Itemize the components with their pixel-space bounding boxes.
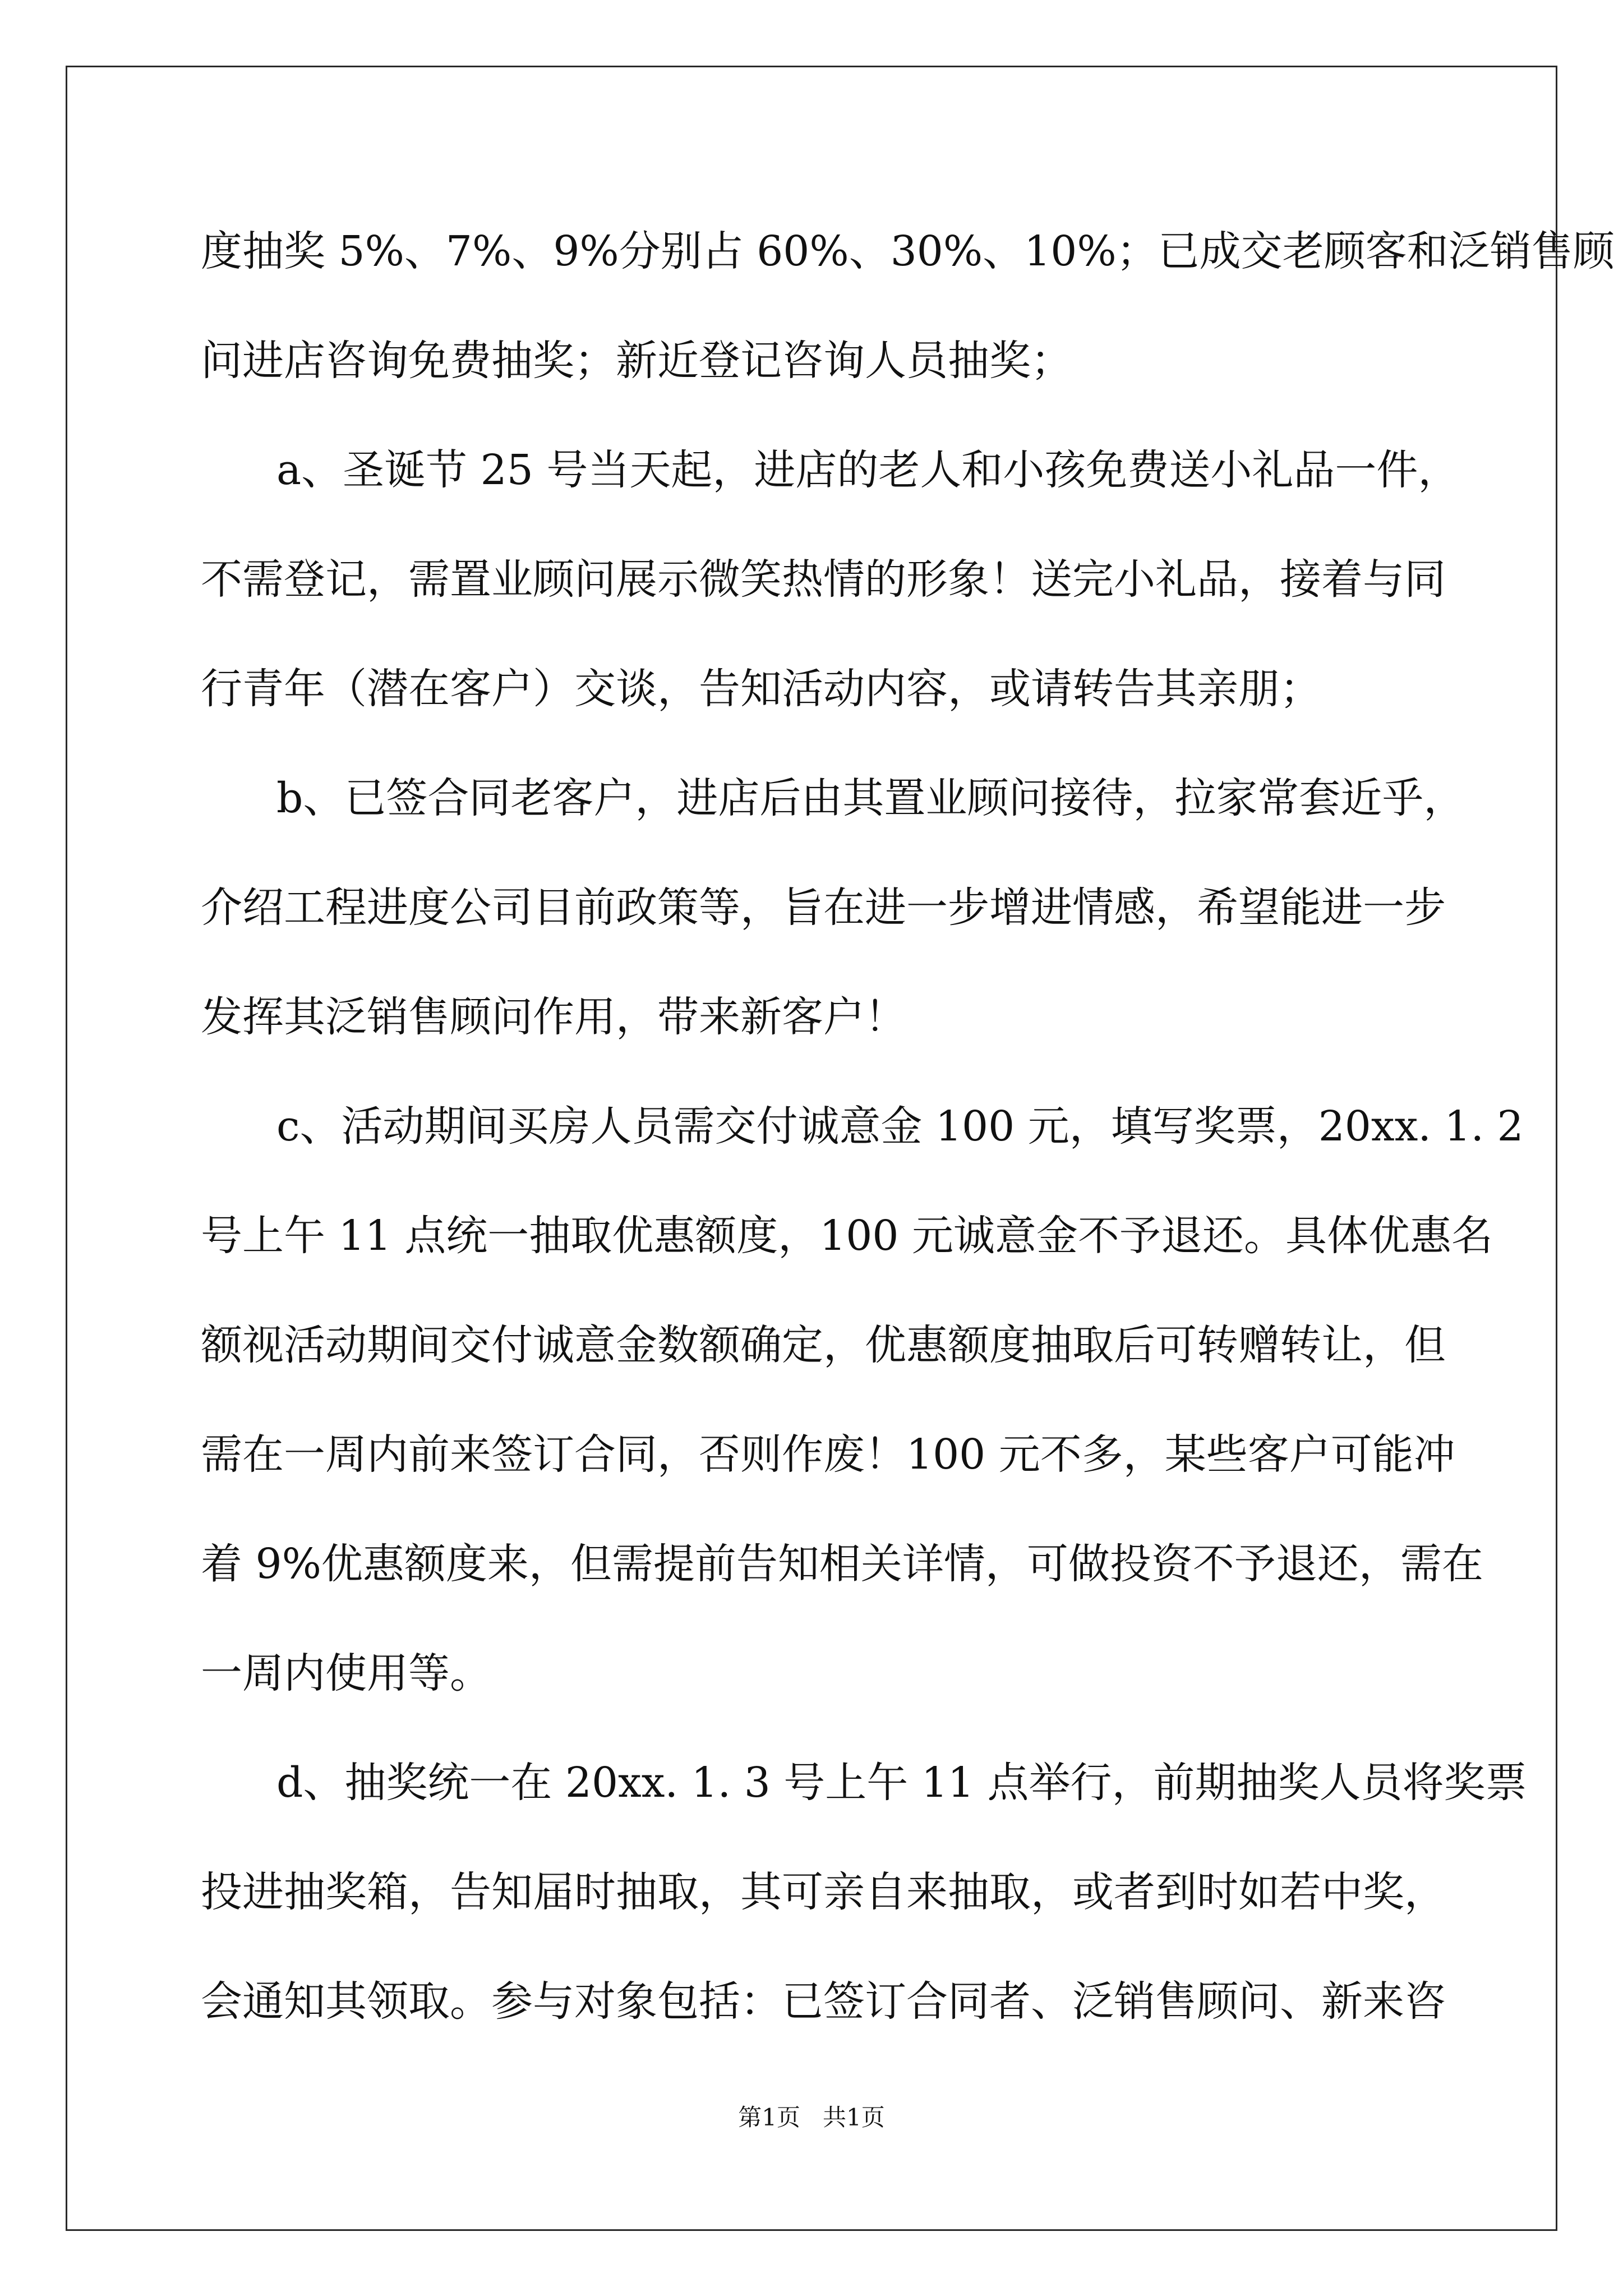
text-line-13: 着 9%优惠额度来，但需提前告知相关详情，可做投资不予退还，需在 — [201, 1540, 1483, 1588]
text-line-7: 介绍工程进度公司目前政策等，旨在进一步增进情感，希望能进一步 — [201, 884, 1446, 932]
text-line-1: 度抽奖 5%、7%、9%分别占 60%、30%、10%；已成交老顾客和泛销售顾 — [201, 227, 1615, 275]
text-line-4: 不需登记，需置业顾问展示微笑热情的形象！送完小礼品，接着与同 — [201, 555, 1446, 604]
text-line-8: 发挥其泛销售顾问作用，带来新客户！ — [201, 993, 906, 1041]
page-number-footer: 第1页 共1页 — [738, 2104, 885, 2131]
text-line-11: 额视活动期间交付诚意金数额确定，优惠额度抽取后可转赠转让，但 — [201, 1321, 1446, 1369]
text-line-10: 号上午 11 点统一抽取优惠额度，100 元诚意金不予退还。具体优惠名 — [201, 1212, 1493, 1260]
text-line-17: 会通知其领取。参与对象包括：已签订合同者、泛销售顾问、新来咨 — [201, 1977, 1446, 2026]
text-line-2: 问进店咨询免费抽奖；新近登记咨询人员抽奖； — [201, 337, 1072, 385]
text-line-12: 需在一周内前来签订合同，否则作废！100 元不多，某些客户可能冲 — [201, 1430, 1455, 1479]
text-line-16: 投进抽奖箱，告知届时抽取，其可亲自来抽取，或者到时如若中奖， — [201, 1868, 1446, 1916]
text-line-3: a、圣诞节 25 号当天起，进店的老人和小孩免费送小礼品一件， — [276, 446, 1460, 494]
text-line-6: b、已签合同老客户，进店后由其置业顾问接待，拉家常套近乎， — [276, 774, 1465, 822]
text-line-14: 一周内使用等。 — [201, 1649, 491, 1697]
text-line-9: c、活动期间买房人员需交付诚意金 100 元，填写奖票，20xx. 1. 2 — [276, 1102, 1524, 1151]
text-line-15: d、抽奖统一在 20xx. 1. 3 号上午 11 点举行，前期抽奖人员将奖票 — [276, 1759, 1527, 1807]
text-line-5: 行青年（潜在客户）交谈，告知活动内容，或请转告其亲朋； — [201, 665, 1321, 713]
